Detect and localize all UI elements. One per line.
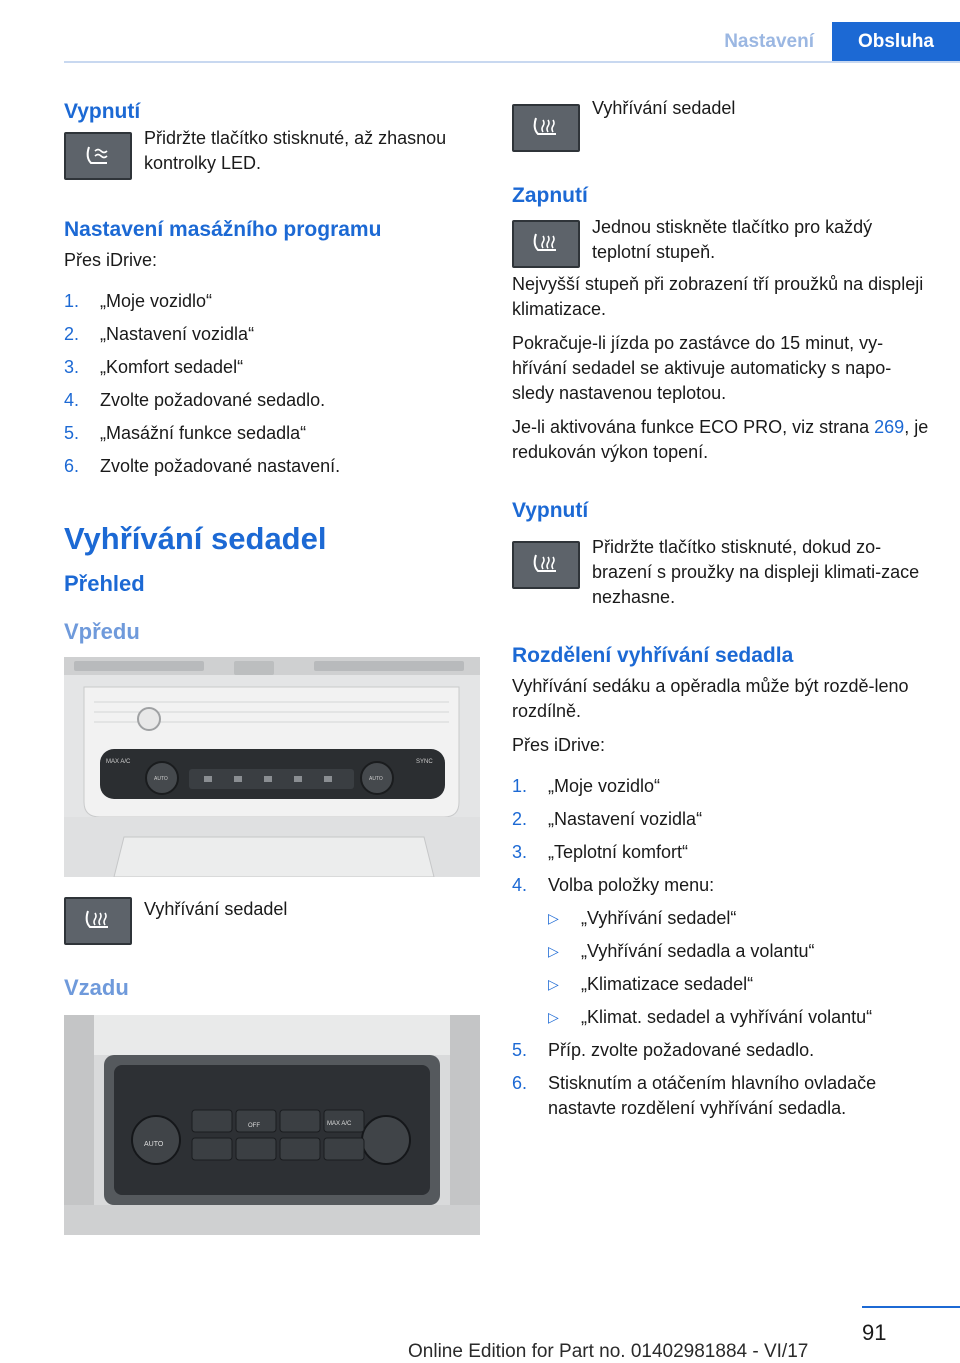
panel-label-max-ac: MAX A/C — [106, 759, 131, 765]
seat-heating-icon — [512, 104, 580, 152]
sub-list-item — [512, 906, 932, 931]
right-off-heading: Vypnutí — [512, 499, 589, 522]
item-number: 3. — [64, 357, 80, 377]
item-text: „Moje vozidlo“ — [100, 291, 213, 311]
sub-list-item — [512, 972, 932, 997]
on-heading: Zapnutí — [512, 184, 588, 207]
list-item — [512, 1071, 932, 1121]
list-item — [512, 774, 932, 799]
on-row — [512, 217, 932, 268]
item-text: „Klimatizace sedadel“ — [581, 974, 754, 994]
list-item — [512, 1038, 932, 1063]
item-text: Zvolte požadované sedadlo. — [100, 390, 326, 410]
front-caption: Vyhřívání sedadel — [144, 899, 288, 919]
item-number: 1. — [64, 291, 80, 311]
item-text: Stisknutím a otáčením hlavního ovladače nastavte rozdělení vyhřívání sedadla. — [548, 1073, 877, 1118]
item-text: „Masážní funkce sedadla“ — [100, 423, 307, 443]
triangle-bullet-icon: ▷ — [548, 1009, 559, 1025]
rear-heading: Vzadu — [64, 975, 129, 1000]
paragraph-eco-pro — [512, 415, 932, 465]
item-number: 2. — [512, 809, 528, 829]
off-text: Přidržte tlačítko stisknuté, až zhasnou kontrolky LED. — [144, 128, 447, 173]
top-caption: Vyhřívání sedadel — [592, 98, 736, 118]
seat-massage-icon — [64, 132, 132, 180]
rear-label-auto: AUTO — [144, 1141, 164, 1148]
distribution-text: Vyhřívání sedáku a opěradla může být rozdě-leno rozdílně. — [512, 676, 909, 721]
item-number: 5. — [64, 423, 80, 443]
list-item — [64, 289, 474, 314]
list-item — [512, 873, 932, 898]
right-top-heating-row — [512, 98, 932, 152]
left-column — [64, 100, 474, 1235]
panel-label-auto-right: AUTO — [369, 776, 383, 782]
list-item — [64, 454, 474, 479]
item-number: 2. — [64, 324, 80, 344]
item-text: „Vyhřívání sedadla a volantu“ — [581, 941, 815, 961]
item-text: „Teplotní komfort“ — [548, 842, 689, 862]
seat-heating-icon — [64, 897, 132, 945]
front-heating-row — [64, 897, 474, 945]
rear-label-max-ac: MAX A/C — [327, 1121, 352, 1127]
item-text: Zvolte požadované nastavení. — [100, 456, 341, 476]
seat-heating-icon — [512, 220, 580, 268]
menu-options — [512, 906, 932, 1030]
item-number: 6. — [512, 1073, 528, 1093]
item-number: 5. — [512, 1040, 528, 1060]
list-item — [64, 421, 474, 446]
list-item — [512, 807, 932, 832]
item-text: „Vyhřívání sedadel“ — [581, 908, 737, 928]
sub-list-item — [512, 1005, 932, 1030]
rear-climate-panel-photo — [64, 1015, 480, 1235]
panel-label-auto-left: AUTO — [154, 776, 168, 782]
page-reference-link[interactable]: 269 — [874, 417, 905, 437]
item-number: 4. — [64, 390, 80, 410]
item-text: „Nastavení vozidla“ — [548, 809, 703, 829]
overview-heading: Přehled — [64, 571, 145, 596]
massage-steps — [64, 289, 474, 479]
eco-text-before: Je-li aktivována funkce ECO PRO, viz strana — [512, 417, 875, 437]
item-text: „Nastavení vozidla“ — [100, 324, 255, 344]
distribution-steps-continued — [512, 1038, 932, 1121]
right-off-row — [512, 535, 932, 610]
tab-obsluha[interactable]: Obsluha — [832, 22, 960, 62]
eco-text-after: , je redukován výkon topení. — [512, 417, 929, 462]
right-column — [512, 100, 932, 1129]
on-text: Jednou stiskněte tlačítko pro každý teplotní stupeň. — [592, 217, 873, 262]
front-climate-panel-photo — [64, 657, 480, 877]
sub-list-item — [512, 939, 932, 964]
footer-divider — [862, 1306, 960, 1308]
item-number: 4. — [512, 875, 528, 895]
item-text: „Klimat. sedadel a vyhřívání volantu“ — [581, 1007, 873, 1027]
page-number: 91 — [862, 1320, 887, 1345]
item-number: 1. — [512, 776, 528, 796]
off-heading: Vypnutí — [64, 100, 141, 123]
distribution-heading: Rozdělení vyhřívání sedadla — [512, 644, 794, 667]
item-text: „Komfort sedadel“ — [100, 357, 244, 377]
triangle-bullet-icon: ▷ — [548, 976, 559, 992]
distribution-steps — [512, 774, 932, 898]
header-tabs — [706, 22, 960, 62]
massage-intro: Přes iDrive: — [64, 250, 158, 270]
item-text: „Moje vozidlo“ — [548, 776, 661, 796]
tab-nastaveni[interactable]: Nastavení — [724, 31, 814, 52]
rear-label-off: OFF — [248, 1123, 260, 1129]
panel-label-sync: SYNC — [416, 759, 433, 765]
list-item — [64, 322, 474, 347]
item-text: Příp. zvolte požadované sedadlo. — [548, 1040, 815, 1060]
paragraph-auto-resume: Pokračuje-li jízda po zastávce do 15 minut, vy-hřívání sedadel se aktivuje automaticky s napo-sledy nastavenou teplotou. — [512, 333, 892, 403]
list-item — [64, 388, 474, 413]
triangle-bullet-icon: ▷ — [548, 910, 559, 926]
massage-off-row — [64, 128, 474, 180]
section-title: Vyhřívání sedadel — [64, 521, 327, 556]
massage-heading: Nastavení masážního programu — [64, 218, 382, 241]
front-heading: Vpředu — [64, 619, 140, 644]
paragraph-max-level: Nejvyšší stupeň při zobrazení tří proužků na displeji klimatizace. — [512, 274, 924, 319]
distribution-intro: Přes iDrive: — [512, 735, 606, 755]
edition-footer: Online Edition for Part no. 01402981884 - VI/17 — [408, 1341, 809, 1362]
item-number: 6. — [64, 456, 80, 476]
list-item — [64, 355, 474, 380]
item-number: 3. — [512, 842, 528, 862]
triangle-bullet-icon: ▷ — [548, 943, 559, 959]
item-text: Volba položky menu: — [548, 875, 715, 895]
header-divider — [64, 61, 960, 63]
right-off-text: Přidržte tlačítko stisknuté, dokud zo-brazení s proužky na displeji klimati-zace nezhasne. — [592, 537, 920, 607]
seat-heating-icon — [512, 541, 580, 589]
list-item — [512, 840, 932, 865]
